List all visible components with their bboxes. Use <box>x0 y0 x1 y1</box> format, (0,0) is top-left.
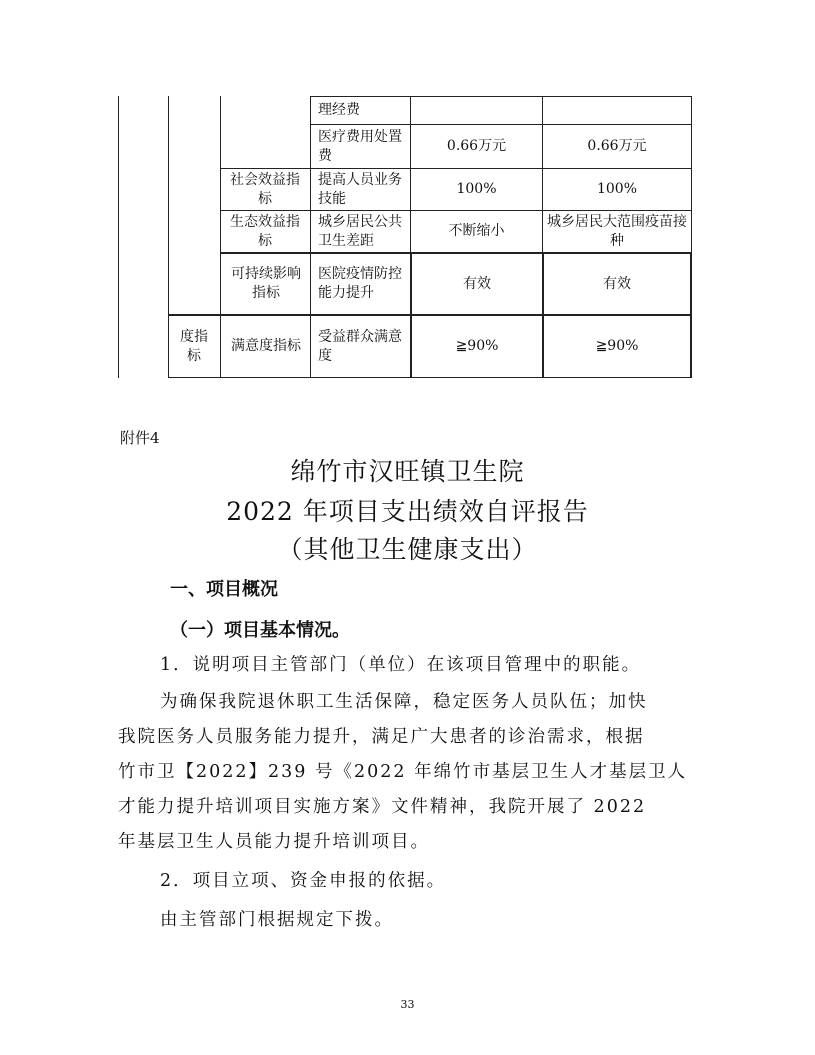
paragraph-line: 竹市卫【2022】239 号《2022 年绵竹市基层卫生人才基层卫人 <box>118 762 688 782</box>
paragraph-line: 为确保我院退休职工生活保障，稳定医务人员队伍；加快 <box>160 692 648 712</box>
actual-value: 城乡居民大范围疫苗接种 <box>547 213 687 249</box>
paragraph: 由主管部门根据规定下拨。 <box>160 910 394 930</box>
page-number: 33 <box>400 998 415 1011</box>
paragraph-line: 年基层卫生人员能力提升培训项目。 <box>118 832 430 852</box>
row-label: 医疗费用处置费 <box>318 128 402 164</box>
group-label: 度指标 <box>180 329 208 364</box>
target-value: 不断缩小 <box>448 223 505 239</box>
category-label: 生态效益指标 <box>230 213 300 249</box>
row-label: 理经费 <box>318 101 360 118</box>
actual-value: ≧90% <box>595 338 639 354</box>
annex-label: 附件4 <box>120 429 160 447</box>
row-label: 提高人员业务技能 <box>318 171 402 207</box>
subsection-heading: （一）项目基本情况。 <box>170 620 350 641</box>
item-1: 1．说明项目主管部门（单位）在该项目管理中的职能。 <box>160 655 642 675</box>
item-2: 2．项目立项、资金申报的依据。 <box>160 871 447 891</box>
target-value: 0.66万元 <box>446 138 507 154</box>
paragraph-line: 我院医务人员服务能力提升，满足广大患者的诊治需求，根据 <box>118 727 645 747</box>
category-label: 满意度指标 <box>231 338 301 354</box>
page-title: 绵竹市汉旺镇卫生院 <box>290 457 525 486</box>
target-value: 有效 <box>463 275 491 292</box>
category-label: 社会效益指标 <box>230 171 300 207</box>
page-title-line2: 2022 年项目支出绩效自评报告 <box>226 497 589 526</box>
actual-value: 0.66万元 <box>587 138 647 154</box>
page-subtitle: （其他卫生健康支出） <box>277 535 538 564</box>
target-value: ≧90% <box>455 338 499 354</box>
row-label: 受益群众满意度 <box>318 328 402 364</box>
category-label: 可持续影响指标 <box>231 266 301 301</box>
row-label: 城乡居民公共卫生差距 <box>318 213 402 249</box>
actual-value: 有效 <box>603 275 631 292</box>
actual-value: 100% <box>596 181 638 197</box>
section-heading: 一、项目概况 <box>170 579 278 600</box>
target-value: 100% <box>456 181 497 197</box>
paragraph-line: 才能力提升培训项目实施方案》文件精神，我院开展了 2022 <box>118 797 647 817</box>
row-label: 医院疫情防控能力提升 <box>318 266 402 301</box>
performance-table <box>118 96 692 378</box>
